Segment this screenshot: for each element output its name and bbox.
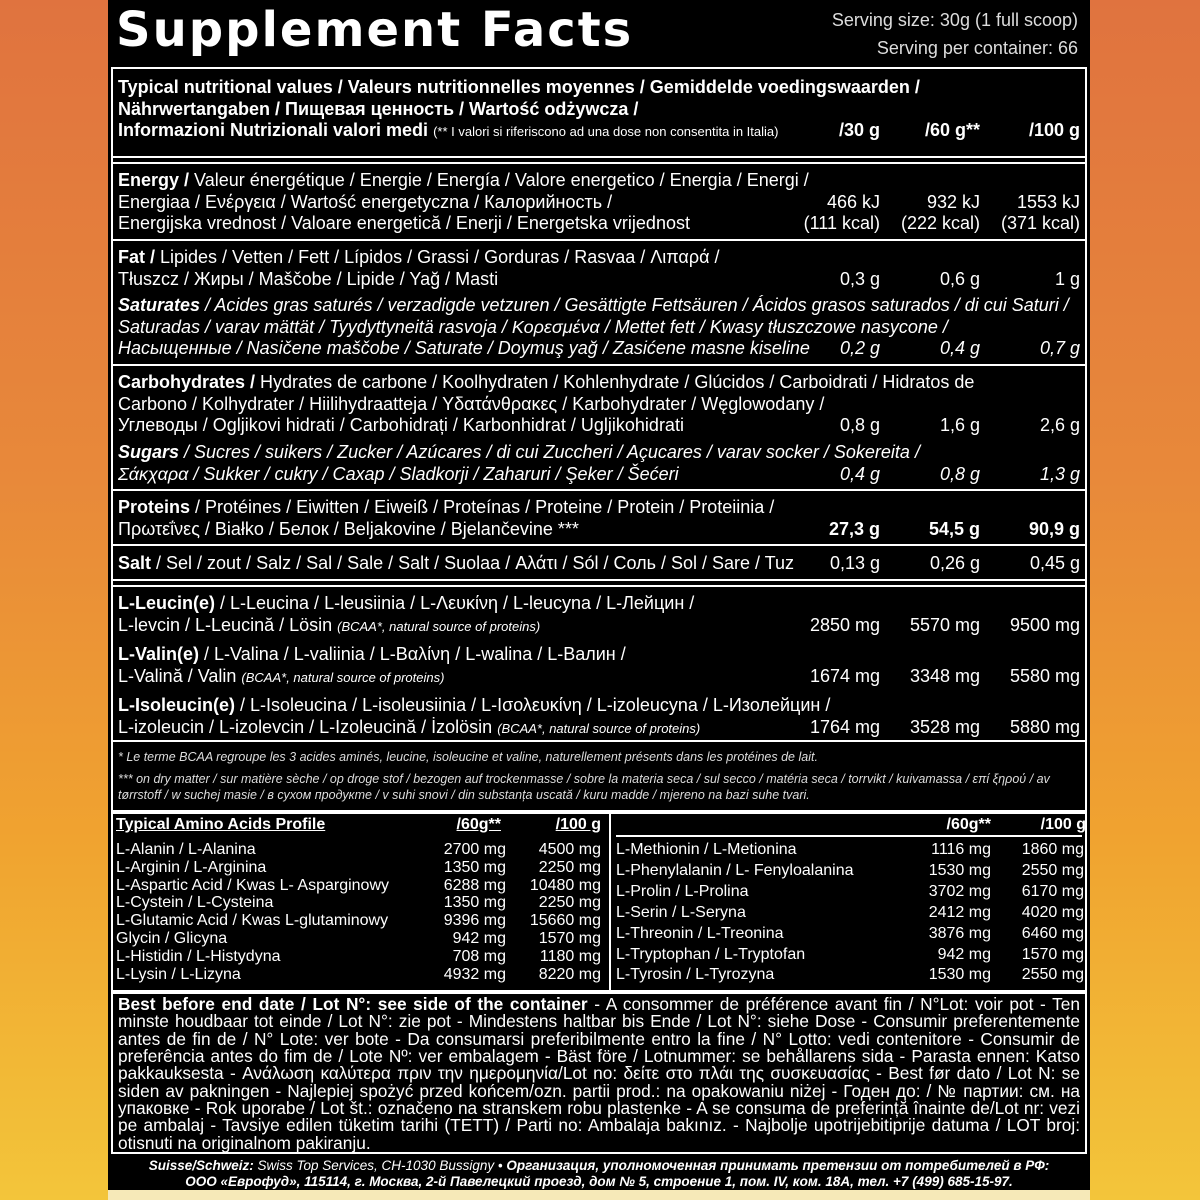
divider [616,835,1082,837]
leucine-line-2: L-levcin / L-Leucină / Lösin [118,614,338,635]
amino-acid-value-60g: 1530 mg [928,861,991,879]
energy-kcal-100g: (371 kcal) [1000,213,1080,233]
fat-label: Fat / [118,247,156,267]
sugars-100g: 1,3 g [1039,463,1080,484]
amino-acid-value-60g: 2412 mg [928,903,991,921]
heading-line-1: Typical nutritional values / Valeurs nutritionnelles moyennes / Gemiddelde voedingswaarden / [118,77,920,97]
amino-acid-row [616,966,1082,987]
amino-acid-value-60g: 9396 mg [443,912,506,930]
amino-acid-row [616,925,1082,946]
isoleucine-line-1: / L-Isoleucina / L-isoleusiinia / L-Ισολευκίνη / L-izoleucyna / L-Изолейцин / [235,695,831,715]
serving-info [832,6,1078,62]
amino-acid-row [616,904,1082,925]
fat-100g: 1 g [1054,268,1080,289]
amino-acid-row [116,930,604,948]
amino-acid-value-100g: 2250 mg [538,858,601,876]
isoleucine-30g: 1764 mg [809,716,880,737]
amino-right-header [616,816,1086,834]
salt-60g: 0,26 g [929,553,980,573]
serving-per-container: Serving per container: 66 [876,38,1078,58]
carbohydrates-60g: 1,6 g [939,415,980,435]
amino-acid-value-100g: 6460 mg [1021,924,1084,942]
amino-acid-row [616,883,1082,904]
amino-right-col-100g: /100 g [1040,816,1086,833]
salt-30g: 0,13 g [829,553,880,573]
leucine-label: L-Leucin(e) [118,593,215,613]
divider [113,162,1085,164]
valine-100g: 5580 mg [1009,665,1080,686]
carbohydrates-line-1: Hydrates de carbone / Koolhydraten / Kohlenhydrate / Glúcidos / Carboidrati / Hidratos de [255,372,975,392]
amino-acid-value-100g: 1570 mg [538,930,601,947]
isoleucine-line-2: L-izoleucin / L-izolevcin / L-Izoleucină / İzolösin [118,716,498,737]
amino-acid-value-60g: 1350 mg [443,894,506,912]
best-before-text [118,996,1080,1152]
salt-label: Salt [118,553,152,573]
amino-acid-name: L-Methionin / L-Metionina [616,841,797,858]
energy-kcal-60g: (222 kcal) [900,213,980,233]
divider [113,544,1085,546]
leucine-30g: 2850 mg [809,614,880,635]
energy-label: Energy / [118,170,190,190]
amino-acid-row [116,877,604,895]
amino-acid-value-60g: 4932 mg [443,965,506,983]
heading-line-3: Informazioni Nutrizionali valori medi [118,120,429,140]
heading-line-3-row [118,120,1080,142]
valine-row [118,644,1080,687]
proteins-line-1: / Protéines / Eiwitten / Eiweiß / Proteínas / Proteine / Protein / Proteiinia / [190,497,775,517]
amino-acids-table [111,812,1087,992]
amino-acid-row [616,841,1082,862]
energy-line-3: Energijska vrednost / Valoare energetică / Enerji / Energetska vrijednost [118,213,690,233]
carbohydrates-line-2: Carbono / Kolhydrater / Hiilihydraatteja / Υδατάνθρακες / Karbohydrater / Węglowodany / [118,393,825,414]
saturates-100g: 0,7 g [1039,338,1080,358]
amino-acid-value-60g: 942 mg [937,945,991,963]
carbohydrates-30g: 0,8 g [839,415,880,435]
amino-acid-row [616,946,1082,967]
valine-note: (BCAA*, natural source of proteins) [241,669,445,685]
amino-acid-name: L-Tyrosin / L-Tyrozyna [616,966,775,984]
proteins-100g: 90,9 g [1028,518,1080,539]
amino-acid-name: L-Histidin / L-Histydyna [116,947,281,965]
energy-kj-60g: 932 kJ [926,191,980,212]
amino-acid-row [116,948,604,966]
russia-label: Организация, уполномоченная принимать претензии от потребителей в РФ: [506,1158,1050,1173]
leucine-60g: 5570 mg [909,614,980,635]
bcaa-footnote: * Le terme BCAA regroupe les 3 acides aminés, leucine, isoleucine et valine, naturellement présents dans les protéines de lait. [118,750,818,764]
sugars-60g: 0,8 g [939,463,980,484]
sugars-line-1: / Sucres / suikers / Zucker / Azúcares / di cui Zuccheri / Açucares / varav socker / Sokereita / [179,442,920,462]
valine-60g: 3348 mg [909,665,980,686]
amino-acid-value-100g: 4020 mg [1021,903,1084,921]
amino-acid-value-60g: 708 mg [452,947,506,965]
amino-acid-row [116,912,604,930]
divider [113,585,1085,587]
amino-left-header [116,816,604,834]
amino-acid-row [116,859,604,877]
amino-acid-name: L-Cystein / L-Cysteina [116,894,274,912]
amino-acid-value-60g: 6288 mg [443,876,506,894]
proteins-60g: 54,5 g [928,518,980,539]
leucine-line-1: / L-Leucina / L-leusiinia / L-Λευκίνη / L-leucyna / L-Лейцин / [215,593,695,613]
russia-address: ООО «Еврофуд», 115114, г. Москва, 2-й Павелецкий проезд, дом № 5, строение 1, пом. IV, ком. 18А, тел. +7 (499) 685-15-97. [185,1173,1013,1189]
heading-note: (** I valori si riferiscono ad una dose non consentita in Italia) [433,124,779,139]
valine-line-2: L-Valină / Valin [118,665,242,686]
supplement-facts-panel [108,0,1090,1190]
saturates-60g: 0,4 g [939,338,980,358]
amino-left-col-100g: /100 g [555,816,601,833]
importer-footer [113,1158,1085,1189]
leucine-note: (BCAA*, natural source of proteins) [337,618,541,634]
amino-acid-name: Glycin / Glicyna [116,930,228,947]
amino-acid-name: L-Glutamic Acid / Kwas L-glutaminowy [116,912,389,930]
dry-matter-footnote-line-1: *** on dry matter / sur matière sèche / op droge stof / bezogen auf trockenmasse / sobre la materia seca / sul secco / matéria seca / torrvikt / kuivamassa / επί ξηρού / av [118,772,1050,786]
amino-acid-value-60g: 1530 mg [928,966,991,984]
energy-kcal-30g: (111 kcal) [803,213,880,233]
energy-kj-100g: 1553 kJ [1016,191,1080,212]
amino-acid-value-100g: 15660 mg [529,912,601,930]
sugars-line-2: Σάκχαρα / Sukker / cukry / Сахар / Sladkorji / Zaharuri / Şeker / Šećeri [118,463,679,484]
carbohydrates-100g: 2,6 g [1039,415,1080,435]
saturates-line-2: Saturadas / varav mättät / Tyydyttyneitä rasvoja / Κορεσμένα / Mettet fett / Kwasy tłuszczowe nasycone / [118,316,948,337]
valine-30g: 1674 mg [809,665,880,686]
sugars-row [118,442,1080,485]
amino-acid-name: L-Tryptophan / L-Tryptofan [616,945,806,963]
proteins-30g: 27,3 g [828,518,880,539]
sugars-label: Sugars [118,442,180,462]
amino-acid-value-60g: 2700 mg [443,841,506,858]
isoleucine-60g: 3528 mg [909,716,980,737]
amino-acid-value-60g: 1350 mg [443,858,506,876]
amino-acid-row [116,966,604,984]
energy-row [118,170,1080,236]
fat-line-2: Tłuszcz / Жиры / Maščobe / Lipide / Yağ / Masti [118,268,499,289]
best-before-section [111,992,1087,1154]
isoleucine-label: L-Isoleucin(e) [118,695,236,715]
divider [113,740,1085,742]
amino-acid-value-60g: 1116 mg [931,841,991,858]
amino-acid-value-100g: 6170 mg [1021,882,1084,900]
salt-line-1: / Sel / zout / Salz / Sal / Sale / Salt / Suolaa / Αλάτι / Sól / Соль / Sol / Sare / Tuz [151,553,795,573]
amino-acid-value-100g: 4500 mg [538,841,601,858]
fat-60g: 0,6 g [939,268,980,289]
carbohydrates-row [118,372,1080,437]
nutrition-table [111,67,1087,812]
nutrition-heading [118,77,1080,142]
amino-acid-name: L-Lysin / L-Lizyna [116,965,241,983]
amino-left-col-60g: /60g** [456,816,501,833]
col-label-30g: /30 g [838,120,880,140]
amino-acid-value-100g: 10480 mg [529,876,601,894]
amino-acid-name: L-Alanin / L-Alanina [116,841,256,858]
carbohydrates-label: Carbohydrates / [118,372,256,392]
divider [113,156,1085,158]
amino-acid-value-100g: 2250 mg [538,894,601,912]
salt-row [118,553,1080,575]
column-divider [609,814,611,990]
valine-line-1: / L-Valina / L-valiinia / L-Βαλίνη / L-walina / L-Валин / [199,644,626,664]
proteins-label: Proteins [118,497,191,517]
amino-acid-value-60g: 3876 mg [928,924,991,942]
page-title: Supplement Facts [116,2,634,58]
amino-acid-value-100g: 8220 mg [538,965,601,983]
amino-acid-value-100g: 1860 mg [1021,841,1084,858]
sugars-30g: 0,4 g [839,463,880,484]
saturates-label: Saturates [118,295,201,315]
amino-acid-row [116,841,604,859]
isoleucine-row [118,695,1080,738]
amino-profile-title: Typical Amino Acids Profile [116,816,326,833]
col-label-60g: /60 g** [924,120,980,140]
swiss-label: Suisse/Schweiz: [148,1158,254,1173]
dry-matter-footnote [118,771,1080,803]
amino-acid-name: L-Prolin / L-Prolina [616,882,749,900]
col-label-100g: /100 g [1028,120,1080,140]
best-before-body: - A consommer de préférence avant fin / N°Lot: voir pot - Ten minste houdbaar tot einde / Lot N°: zie pot - Mindestens haltbar bis Ende / Lot N°: siehe Dose - Consumir preferentemente antes de fin de / N° Lote: ver bote - Da consumarsi preferibilmente entro la fine / N° Lotto: vedi contenitore - Consumir de preferência antes do fim de / Lote Nº: ver embalagem - Bäst före / Lotnummer: se behållarens sida - Parasta ennen: Katso pakkauksesta - Ανάλωση καλύτερα πριν την ημερομηνία/Lot no: δείτε στο πλάι της συσκευασίας - Best før dato / Lot N: se siden av pakningen - Najlepiej spożyć przed końcem/ozn. partii prod.: na opakowaniu niżej - Годен до: / № партии: см. на упаковке - Rok uporabe / Lot št.: označeno na stranskem robu plastenke - A se consuma de preferință înainte de/Lot nr: vezi pe ambalaj - Tavsiye edilen tüketim tarihi (TETT) / Parti no: Ambalaja bakınız. - Najbolje upotrijebitiprije datuma / LOT broj: otisnuti na originalnom pakiranju. [118,994,1080,1153]
best-before-label: Best before end date / Lot N°: see side of the container [118,994,588,1014]
valine-label: L-Valin(e) [118,644,200,664]
amino-acid-name: L-Serin / L-Seryna [616,903,746,921]
swiss-address: Swiss Top Services, CH-1030 Bussigny • [253,1158,507,1173]
serving-size: Serving size: 30g (1 full scoop) [831,10,1078,30]
isoleucine-note: (BCAA*, natural source of proteins) [497,720,701,736]
divider [113,579,1085,581]
heading-line-2: Nährwertangaben / Пищевая ценность / Wartość odżywcza / [118,98,639,119]
saturates-line-1: / Acides gras saturés / verzadigde vetzuren / Gesättigte Fettsäuren / Ácidos grasos saturados / di cui Saturi / [200,295,1069,315]
cut-off-label-strip [108,1190,1090,1200]
fat-30g: 0,3 g [839,268,880,289]
fat-row [118,247,1080,290]
amino-acid-value-60g: 3702 mg [928,882,991,900]
amino-acid-name: L-Arginin / L-Arginina [116,858,267,876]
leucine-100g: 9500 mg [1009,614,1080,635]
amino-acid-value-100g: 2550 mg [1021,966,1084,984]
leucine-row [118,593,1080,636]
amino-acid-value-100g: 1570 mg [1021,945,1084,963]
amino-acid-value-100g: 2550 mg [1021,861,1084,879]
energy-line-2: Energiaa / Ενέργεια / Wartość energetyczna / Калорийность / [118,191,613,212]
salt-100g: 0,45 g [1029,553,1080,573]
energy-line-1: Valeur énergétique / Energie / Energía / Valore energetico / Energia / Energi / [189,170,809,190]
proteins-line-2: Πρωτεΐνες / Białko / Белок / Beljakovine / Bjelančevine *** [118,518,579,539]
divider [113,239,1085,241]
saturates-row [118,295,1080,360]
amino-acid-value-100g: 1180 mg [539,947,601,965]
carbohydrates-line-3: Углеводы / Ogljikovi hidrati / Carbohidrați / Karbonhidrat / Ugljikohidrati [118,415,684,435]
amino-acid-value-60g: 942 mg [452,930,506,947]
proteins-row [118,497,1080,540]
fat-line-1: Lipides / Vetten / Fett / Lípidos / Grassi / Gorduras / Rasvaa / Λιπαρά / [155,247,720,267]
amino-right-col-60g: /60g** [946,816,991,833]
isoleucine-100g: 5880 mg [1009,716,1080,737]
saturates-30g: 0,2 g [839,338,880,358]
energy-kj-30g: 466 kJ [826,191,880,212]
divider [113,364,1085,366]
saturates-line-3: Насыщенные / Nasičene maščobe / Saturate / Doymuş yağ / Zasićene masne kiseline [118,338,810,358]
amino-acid-row [116,894,604,912]
amino-acid-name: L-Aspartic Acid / Kwas L- Asparginowy [116,876,390,894]
amino-acid-name: L-Phenylalanin / L- Fenyloalanina [616,861,854,879]
amino-acid-row [616,862,1082,883]
amino-acid-name: L-Threonin / L-Treonina [616,924,784,942]
dry-matter-footnote-line-2: tørrstoff / w suchej masie / в сухом продукте / v suhi snovi / din substanța uscată / kuru madde / mjereno na bazi suhe tvari. [118,788,810,802]
divider [113,489,1085,491]
